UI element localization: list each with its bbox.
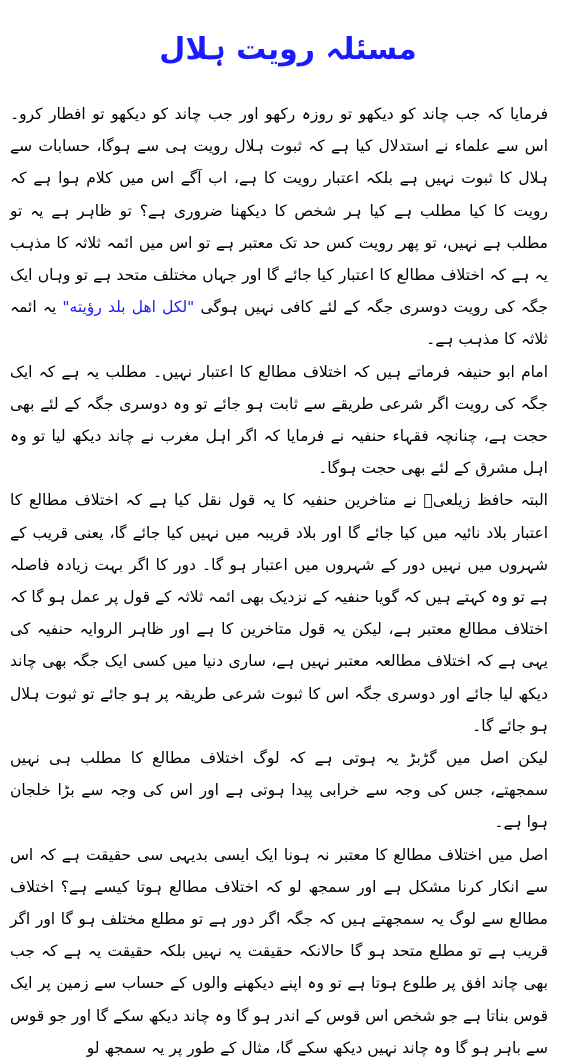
paragraph-5-text: اصل میں اختلاف مطالع کا معتبر نہ ہونا ایک ایسی بدیہی سی حقیقت ہے کہ اس سے انکار کرنا مشکل ہے اور سمجھ لو کہ اختلاف مطالع ہوتا کیسے ہے؟ اختلاف مطالع سے لوگ یہ سمجھتے ہیں کہ جگہ اگر دور ہے تو مطلع مختلف ہو گا اور اگر قریب ہے تو مطلع متحد ہو گا حالانکہ حقیقت یہ نہیں بلکہ حقیقت یہ ہے کہ جب بھی چاند افق پر طلوع ہوتا ہے تو وہ اپنے دیکھنے والوں کے حساب سے زمین پر ایک قوس بناتا ہے جو شخص اس قوس کے اندر ہو گا وہ چاند دیکھ سکے گا اور جو قوس سے باہر ہو گا وہ چاند نہیں دیکھ سکے گا، مثال کے طور پر یہ سمجھ لو [10,845,548,1057]
paragraph-4-text: لیکن اصل میں گڑبڑ یہ ہوتی ہے کہ لوگ اختلاف مطالع کا مطلب ہی نہیں سمجھتے، جس کی وجہ سے خرابی پیدا ہوتی ہے اور اس کی وجہ سے بڑا خلجان ہوا ہے۔ [10,749,548,832]
paragraph-1-tail: یہ ائمہ ثلاثہ کا مذہب ہے۔ [10,298,548,349]
paragraph-3-text: البتہ حافظ زیلعیؒ نے متاخرین حنفیہ کا یہ قول نقل کیا ہے کہ اختلاف مطالع کا اعتبار بلاد نائیہ میں کیا جائے گا اور بلاد قریبہ میں نہیں کیا جائے گا، یعنی قریب کے شہروں میں نہیں دور کے شہروں میں اعتبار ہو گا۔ دور کا اگر بہت زیادہ فاصلہ ہے تو وہ کہتے ہیں کہ گویا حنفیہ کے نزدیک بھی ائمہ ثلاثہ کے قول پر عمل ہو گا کہ اختلاف مطالع معتبر ہے، لیکن یہ قول متاخرین کا ہے اور ظاہر الروایہ حنفیہ کی یہی ہے کہ اختلاف مطالعہ معتبر نہیں ہے، ساری دنیا میں کسی ایک جگہ بھی چاند دیکھ لیا جائے اور دوسری جگہ اس کا ثبوت شرعی طریقہ پر ہو جائے تو ثبوت ہلال ہو جائے گا۔ [10,491,548,735]
paragraph-2 [10,356,566,485]
paragraph-5 [10,839,566,1064]
article-body [10,98,566,1064]
paragraph-2-text: امام ابو حنیفہ فرماتے ہیں کہ اختلاف مطالع کا اعتبار نہیں۔ مطلب یہ ہے کہ ایک جگہ کی رویت اگر شرعی طریقے سے ثابت ہو جائے تو وہ دوسری جگہ کے لئے بھی حجت ہے، چنانچہ فقہاء حنفیہ نے فرمایا کہ اگر اہل مغرب نے چاند دیکھ لیا تو وہ اہل مشرق کے لئے بھی حجت ہوگا۔ [10,362,548,478]
paragraph-4 [10,742,566,839]
paragraph-3 [10,484,566,742]
paragraph-1 [10,98,566,356]
arabic-quote: "لكل اهل بلد رؤيته" [62,298,195,317]
page-title: مسئلہ رویت ہلال [159,32,417,68]
paragraph-1-text: فرمایا کہ جب چاند کو دیکھو تو روزہ رکھو اور جب چاند کو دیکھو تو افطار کرو۔ اس سے علماء نے استدلال کیا ہے کہ ثبوت ہلال رویت ہی سے ہوگا، حسابات سے ہلال کا ثبوت نہیں ہے بلکہ اعتبار رویت کا ہے، اب آگے اس میں کلام ہوا ہے کہ رویت کا کیا مطلب ہے کیا ہر شخص کا دیکھنا ضروری ہے؟ تو ظاہر ہے یہ تو مطلب ہے نہیں، تو پھر رویت کس حد تک معتبر ہے تو اس میں ائمہ ثلاثہ کا مذہب یہ ہے کہ اختلاف مطالع کا اعتبار کیا جائے گا اور جہاں مختلف متحد ہے تو وہاں ایک جگہ کی رویت دوسری جگہ کے لئے کافی نہیں ہوگی [10,105,548,317]
